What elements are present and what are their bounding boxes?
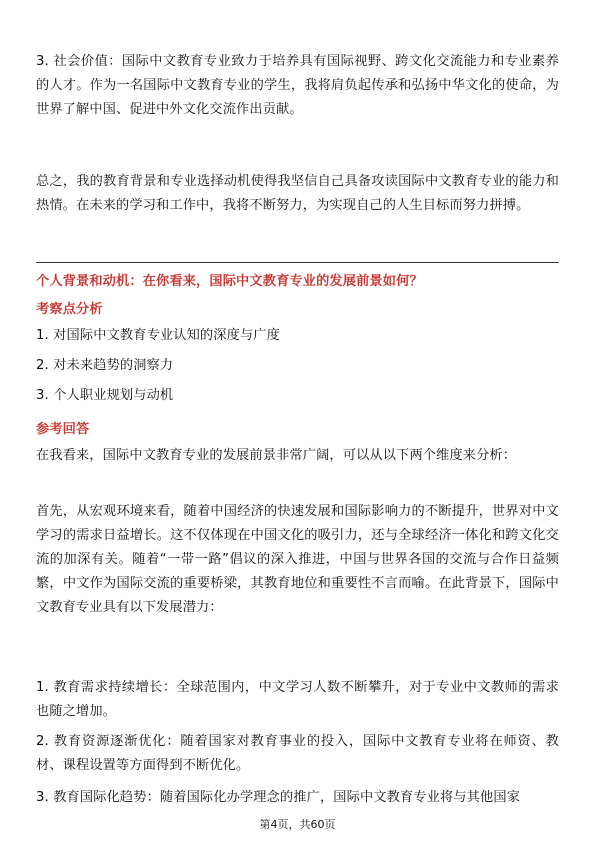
analysis-item-3: 3. 个人职业规划与动机 [36, 388, 174, 403]
answer-heading: 参考回答 [36, 422, 90, 437]
answer-paragraph-macro: 首先，从宏观环境来看，随着中国经济的快速发展和国际影响力的不断提升，世界对中文学习的需求日益增长。这不仅体现在中国文化的吸引力，还与全球经济一体化和跨文化交流的加深有关。随着“一带一路”倡议的深入推进，中国与世界各国的交流与合作日益频繁，中文作为国际交流的重要桥梁，其教育地位和重要性不言而喻。在此背景下，国际中文教育专业具有以下发展潜力： [36, 504, 559, 615]
answer-intro: 在我看来，国际中文教育专业的发展前景非常广阔，可以从以下两个维度来分析： [36, 448, 517, 463]
list-item-1: 1. 教育需求持续增长：全球范围内，中文学习人数不断攀升，对于专业中文教师的需求也随之增加。 [36, 680, 559, 719]
paragraph-social-value: 3. 社会价值：国际中文教育专业致力于培养具有国际视野、跨文化交流能力和专业素养的人才。作为一名国际中文教育专业的学生，我将肩负起传承和弘扬中华文化的使命，为世界了解中国、促进中外文化交流作出贡献。 [36, 54, 559, 117]
list-item-3: 3. 教育国际化趋势：随着国际化办学理念的推广，国际中文教育专业将与其他国家 [36, 790, 521, 805]
analysis-heading: 考察点分析 [36, 302, 103, 317]
analysis-item-1: 1. 对国际中文教育专业认知的深度与广度 [36, 328, 280, 343]
paragraph-conclusion: 总之，我的教育背景和专业选择动机使得我坚信自己具备攻读国际中文教育专业的能力和热情。在未来的学习和工作中，我将不断努力，为实现自己的人生目标而努力拼搏。 [36, 174, 559, 213]
analysis-item-2: 2. 对未来趋势的洞察力 [36, 358, 174, 373]
question-heading: 个人背景和动机：在你看来，国际中文教育专业的发展前景如何？ [36, 274, 423, 289]
list-item-2: 2. 教育资源逐渐优化：随着国家对教育事业的投入，国际中文教育专业将在师资、教材、课程设置等方面得到不断优化。 [36, 734, 559, 773]
page-footer: 第4页，共60页 [259, 818, 336, 831]
section-divider [36, 262, 559, 263]
